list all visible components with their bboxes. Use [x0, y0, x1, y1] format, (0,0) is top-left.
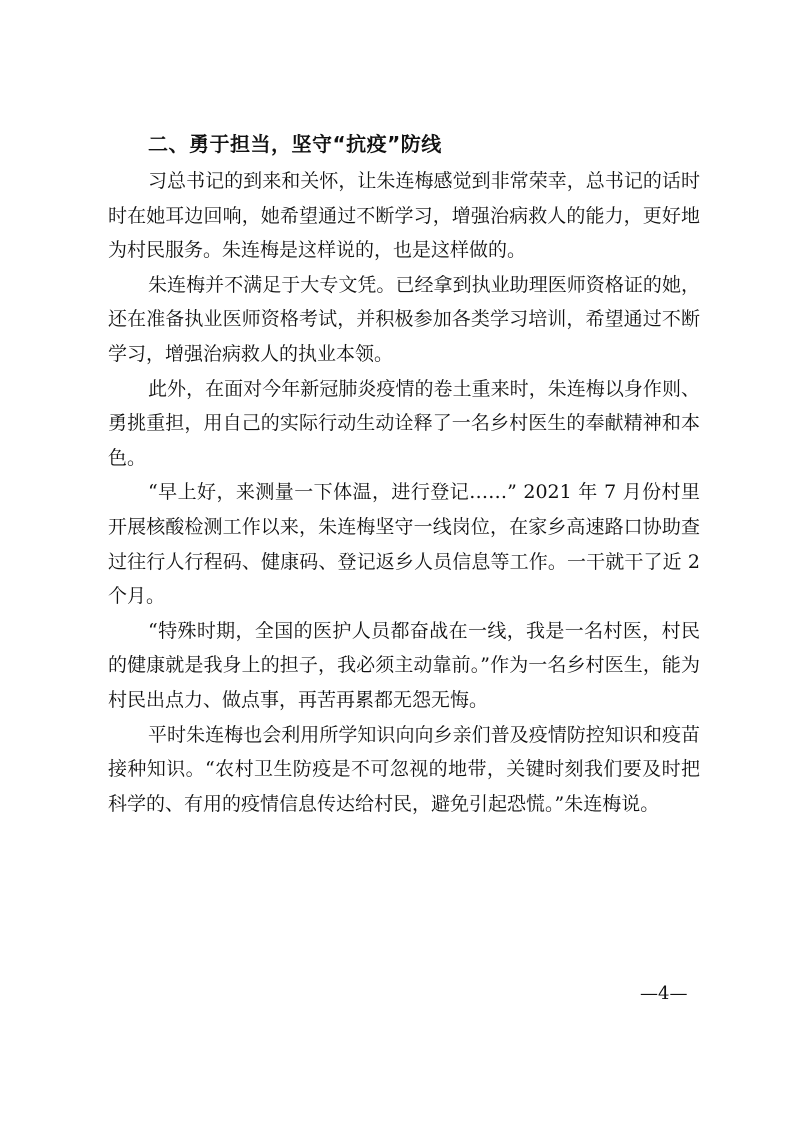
paragraph: “早上好，来测量一下体温，进行登记……” 2021 年 7 月份村里开展核酸检测工作以来，朱连梅坚守一线岗位，在家乡高速路口协助查过往行人行程码、健康码、登记返乡人员信息等工作。一干就干了近 2 个月。 [108, 481, 700, 608]
page-number: —4— [640, 983, 688, 1004]
section-heading: 二、勇于担当，坚守“抗疫”防线 [148, 132, 442, 156]
paragraph: 此外，在面对今年新冠肺炎疫情的卷土重来时，朱连梅以身作则、勇挑重担，用自己的实际行动生动诠释了一名乡村医生的奉献精神和本色。 [108, 377, 700, 469]
paragraph: “特殊时期，全国的医护人员都奋战在一线，我是一名村医，村民的健康就是我身上的担子，我必须主动靠前。”作为一名乡村医生，能为村民出点力、做点事，再苦再累都无怨无悔。 [108, 619, 700, 711]
paragraph: 朱连梅并不满足于大专文凭。已经拿到执业助理医师资格证的她，还在准备执业医师资格考试，并积极参加各类学习培训，希望通过不断学习，增强治病救人的执业本领。 [108, 273, 700, 365]
paragraph: 平时朱连梅也会利用所学知识向向乡亲们普及疫情防控知识和疫苗接种知识。“农村卫生防疫是不可忽视的地带，关键时刻我们要及时把科学的、有用的疫情信息传达给村民，避免引起恐慌。”朱连梅说。 [108, 723, 700, 815]
document-body [108, 164, 700, 821]
paragraph: 习总书记的到来和关怀，让朱连梅感觉到非常荣幸，总书记的话时时在她耳边回响，她希望通过不断学习，增强治病救人的能力，更好地为村民服务。朱连梅是这样说的，也是这样做的。 [108, 170, 700, 262]
